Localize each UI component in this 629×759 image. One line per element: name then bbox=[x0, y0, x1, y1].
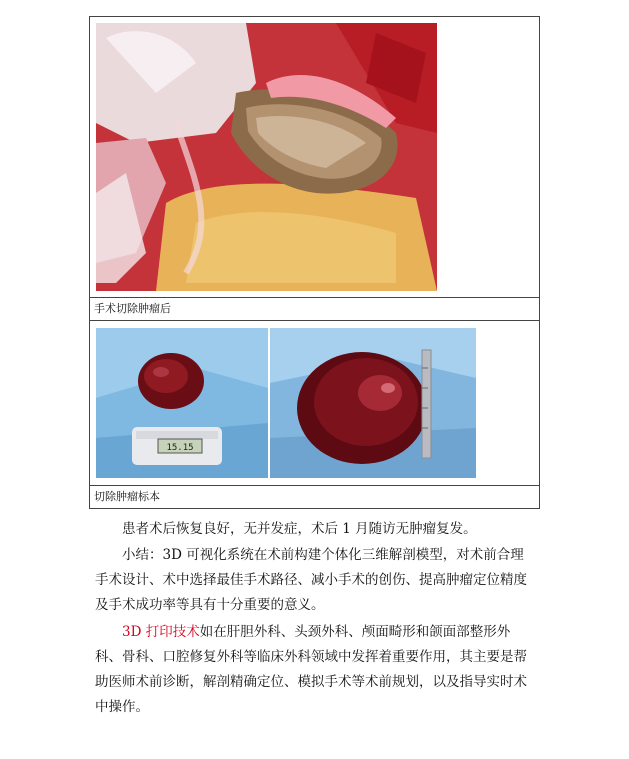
figure-1-caption: 手术切除肿瘤后 bbox=[90, 298, 540, 321]
figure-2-image-cell bbox=[90, 321, 540, 486]
surgery-photo bbox=[96, 23, 437, 291]
paragraph-summary: 小结：3D 可视化系统在术前构建个体化三维解剖模型，对术前合理手术设计、术中选择最佳手术路径、减小手术的创伤、提高肿瘤定位精度及手术成功率等具有十分重要的意义。 bbox=[95, 547, 527, 613]
specimen-with-ruler-photo bbox=[270, 328, 476, 478]
highlight-3d-printing: 3D 打印技术 bbox=[122, 624, 200, 640]
specimen-on-scale-photo bbox=[96, 328, 268, 478]
scale-readout: 15.15 bbox=[166, 443, 194, 453]
paragraph-3d-printing bbox=[95, 620, 535, 720]
figure-table bbox=[89, 16, 540, 509]
figure-2-caption: 切除肿瘤标本 bbox=[90, 486, 540, 509]
paragraph-outcome: 患者术后恢复良好，无并发症，术后 1 月随访无肿瘤复发。 bbox=[122, 521, 477, 537]
paragraph-3d-printing-text: 如在肝胆外科、头颈外科、颅面畸形和颌面部整形外科、骨科、口腔修复外科等临床外科领域中发挥着重要作用，其主要是帮助医师术前诊断，解剖精确定位、模拟手术等术前规划，以及指导实时术中操作。 bbox=[95, 624, 527, 715]
figure-1-image-cell bbox=[90, 17, 540, 298]
